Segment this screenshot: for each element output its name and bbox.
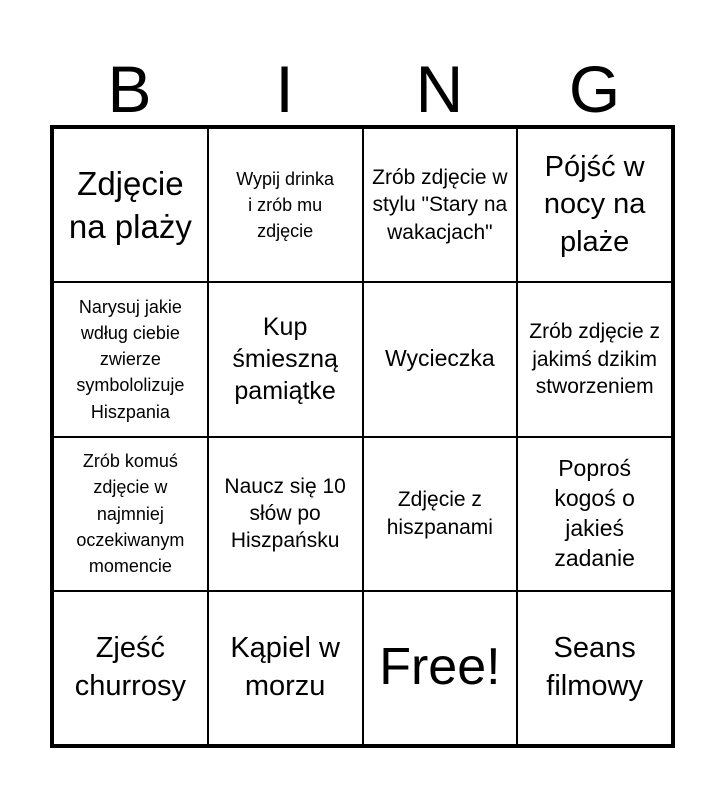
free-space-text: Free! (379, 638, 501, 697)
cell-text: Seans filmowy (546, 632, 643, 702)
cell-text: Poproś kogoś o jakieś zadanie (554, 454, 635, 571)
bingo-cell[interactable] (363, 282, 518, 436)
bingo-cell[interactable] (53, 437, 208, 591)
header-letter-b: B (107, 52, 152, 126)
header-letter-i: I (275, 52, 294, 126)
cell-text: Zdjęcie z hiszpanami (386, 488, 493, 539)
bingo-cell[interactable] (363, 437, 518, 591)
bingo-cell[interactable] (53, 591, 208, 745)
free-space-cell[interactable] (363, 591, 518, 745)
bingo-board (50, 125, 675, 748)
cell-text: Wypij drinka i zrób mu zdjęcie (236, 168, 335, 242)
bingo-cell[interactable] (208, 591, 363, 745)
bingo-cell[interactable] (517, 282, 672, 436)
bingo-header (52, 54, 672, 124)
bingo-cell[interactable] (208, 437, 363, 591)
cell-text: Naucz się 10 słów po Hiszpańsku (224, 474, 346, 553)
bingo-cell[interactable] (517, 591, 672, 745)
cell-text: Zrób komuś zdjęcie w najmniej oczekiwanym momencie (76, 451, 185, 576)
cell-text: Kup śmieszną pamiątke (232, 313, 338, 406)
bingo-cell[interactable] (517, 437, 672, 591)
bingo-cell[interactable] (517, 128, 672, 282)
bingo-cell[interactable] (208, 128, 363, 282)
cell-text: Zrób zdjęcie w stylu "Stary na wakacjach" (372, 166, 508, 244)
cell-text: Pójść w nocy na plaże (543, 150, 646, 258)
header-letter-n: N (415, 52, 464, 126)
cell-text: Zrób zdjęcie z jakimś dzikim stworzeniem (529, 320, 660, 399)
bingo-cell[interactable] (53, 128, 208, 282)
cell-text: Narysuj jakie wdług ciebie zwierze symbololizuje Hiszpania (76, 297, 185, 422)
bingo-cell[interactable] (53, 282, 208, 436)
cell-text: Wycieczka (385, 345, 495, 372)
header-letter-g: G (568, 52, 621, 126)
bingo-cell[interactable] (363, 128, 518, 282)
cell-text: Kąpiel w morzu (230, 632, 340, 702)
bingo-cell[interactable] (208, 282, 363, 436)
cell-text: Zjeść churrosy (74, 632, 186, 702)
cell-text: Zdjęcie na plaży (68, 164, 192, 246)
